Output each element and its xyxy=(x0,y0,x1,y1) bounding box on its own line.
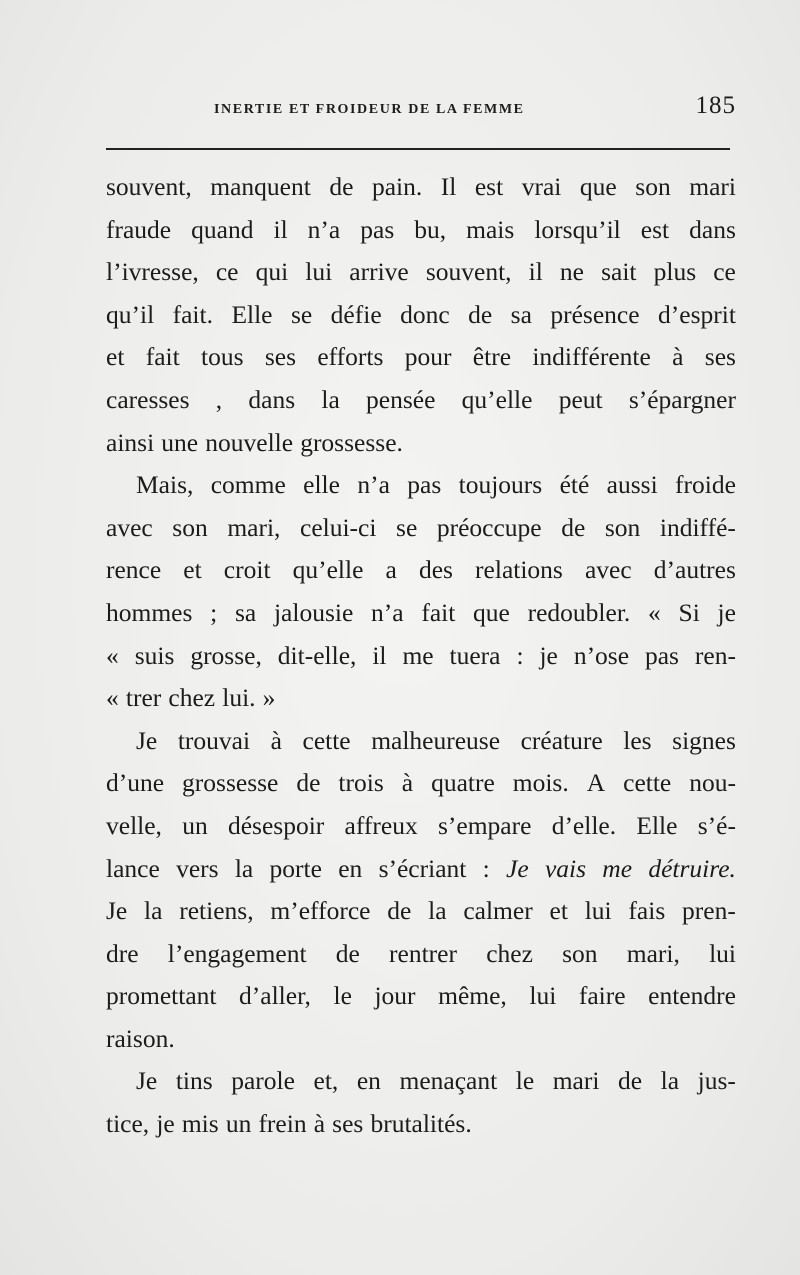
text-line: Mais, comme elle n’a pas toujours été aussi froide xyxy=(136,470,736,500)
text-line: rence et croit qu’elle a des relations avec d’autres xyxy=(106,555,736,585)
text-line: Je trouvai à cette malheureuse créature les signes xyxy=(136,725,736,755)
paragraph xyxy=(106,1060,736,1145)
text-line: lance vers la porte en s’écriant : Je vais me détruire. xyxy=(106,853,736,883)
text-line: tice, je mis un frein à ses brutalités. xyxy=(106,1109,472,1139)
text-line: souvent, manquent de pain. Il est vrai que son mari xyxy=(106,172,736,201)
paragraph xyxy=(106,166,736,464)
text-line: dre l’engagement de rentrer chez son mari, lui xyxy=(106,938,736,968)
body-text xyxy=(106,166,736,1146)
paragraph xyxy=(106,464,736,720)
header-rule xyxy=(106,148,730,150)
text-line: hommes ; sa jalousie n’a fait que redoubler. « Si je xyxy=(106,597,736,627)
paragraph xyxy=(106,720,736,1061)
text-line: « trer chez lui. » xyxy=(106,683,276,713)
text-line: raison. xyxy=(106,1023,175,1053)
page-number: 185 xyxy=(695,92,736,119)
running-head xyxy=(106,92,736,136)
text-line: qu’il fait. Elle se défie donc de sa présence d’esprit xyxy=(106,299,736,329)
text-line: Je la retiens, m’efforce de la calmer et lui fais pren- xyxy=(106,896,736,926)
text-line: d’une grossesse de trois à quatre mois. A cette nou- xyxy=(106,768,736,798)
text-line: ainsi une nouvelle grossesse. xyxy=(106,427,403,457)
text-line: Je tins parole et, en menaçant le mari de la jus- xyxy=(136,1066,736,1096)
text-line: et fait tous ses efforts pour être indifférente à ses xyxy=(106,342,736,372)
text-line: « suis grosse, dit-elle, il me tuera : je n’ose pas ren- xyxy=(106,640,736,670)
text-line: caresses , dans la pensée qu’elle peut s’épargner xyxy=(106,384,736,414)
text-line: l’ivresse, ce qui lui arrive souvent, il ne sait plus ce xyxy=(106,257,736,287)
text-line: fraude quand il n’a pas bu, mais lorsqu’il est dans xyxy=(106,214,736,244)
text-line: promettant d’aller, le jour même, lui faire entendre xyxy=(106,981,736,1011)
text-line: velle, un désespoir affreux s’empare d’elle. Elle s’é- xyxy=(106,810,736,840)
text-line: avec son mari, celui-ci se préoccupe de son indiffé- xyxy=(106,512,736,542)
running-title: INERTIE ET FROIDEUR DE LA FEMME xyxy=(214,102,525,117)
